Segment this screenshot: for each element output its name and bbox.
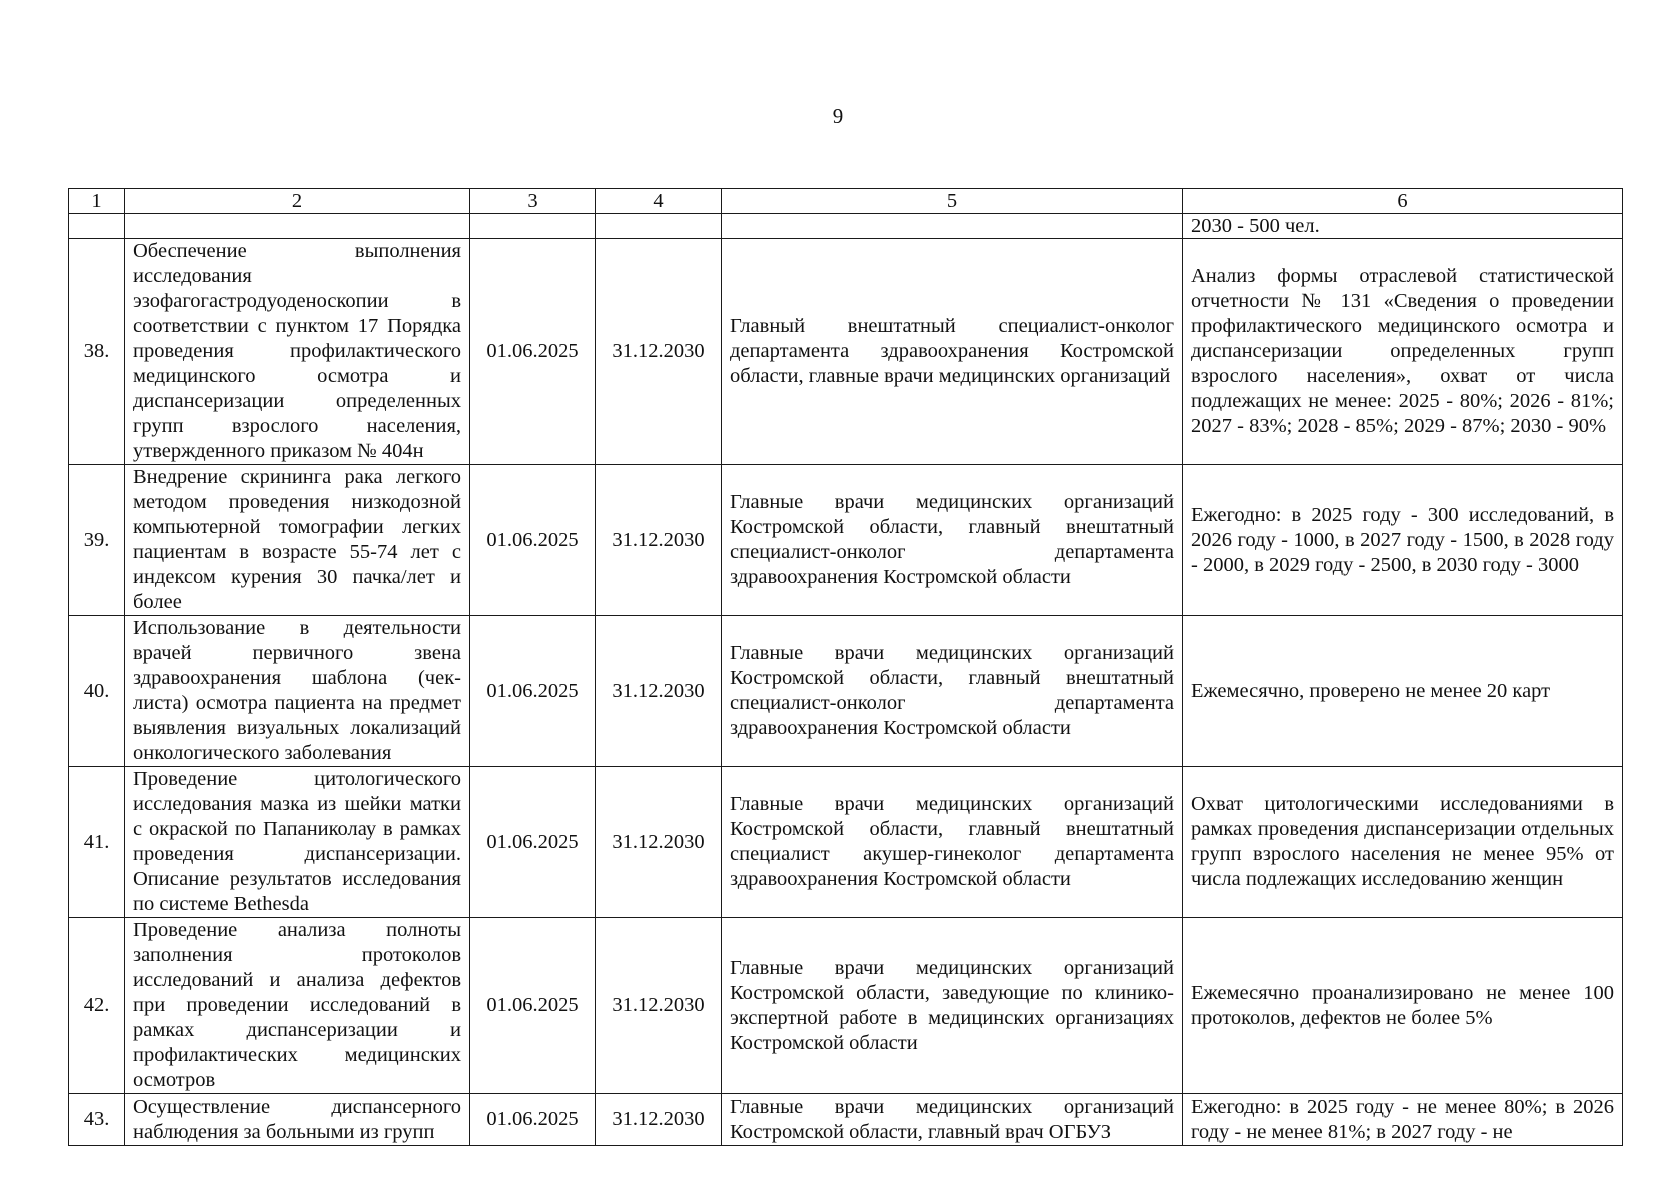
column-header-3: 3 bbox=[470, 189, 596, 214]
row-number: 40. bbox=[69, 616, 125, 767]
column-header-1: 1 bbox=[69, 189, 125, 214]
row-number: 38. bbox=[69, 239, 125, 465]
action-cell: Внедрение скрининга рака легкого методом проведения низкодозной компьютерной томографии легких пациентам в возрасте 55-74 лет с индексом курения 30 пачка/лет и более bbox=[125, 465, 470, 616]
column-header-4: 4 bbox=[596, 189, 722, 214]
responsible-cell: Главный внештатный специалист-онколог департамента здравоохранения Костромской области, главные врачи медицинских организаций bbox=[722, 239, 1183, 465]
end-date-cell: 31.12.2030 bbox=[596, 767, 722, 918]
start-date-cell: 01.06.2025 bbox=[470, 616, 596, 767]
end-date-cell: 31.12.2030 bbox=[596, 1094, 722, 1146]
measures-table bbox=[68, 188, 1623, 1146]
result-cell: Охват цитологическими исследованиями в рамках проведения диспансеризации отдельных групп взрослого населения не менее 95% от числа подлежащих исследованию женщин bbox=[1183, 767, 1623, 918]
continuation-cell-2 bbox=[125, 214, 470, 239]
column-header-5: 5 bbox=[722, 189, 1183, 214]
action-cell: Обеспечение выполнения исследования эзофагогастродуоденоскопии в соответствии с пунктом 17 Порядка проведения профилактического медицинского осмотра и диспансеризации определенных групп взрослого населения, утвержденного приказом № 404н bbox=[125, 239, 470, 465]
action-cell: Проведение анализа полноты заполнения протоколов исследований и анализа дефектов при проведении исследований в рамках диспансеризации и профилактических медицинских осмотров bbox=[125, 918, 470, 1094]
end-date-cell: 31.12.2030 bbox=[596, 465, 722, 616]
row-number: 41. bbox=[69, 767, 125, 918]
start-date-cell: 01.06.2025 bbox=[470, 239, 596, 465]
row-number: 42. bbox=[69, 918, 125, 1094]
table-row bbox=[69, 616, 1623, 767]
result-cell: Ежегодно: в 2025 году - не менее 80%; в 2026 году - не менее 81%; в 2027 году - не bbox=[1183, 1094, 1623, 1146]
continuation-cell-4 bbox=[596, 214, 722, 239]
end-date-cell: 31.12.2030 bbox=[596, 918, 722, 1094]
start-date-cell: 01.06.2025 bbox=[470, 918, 596, 1094]
page-number: 9 bbox=[832, 104, 844, 128]
responsible-cell: Главные врачи медицинских организаций Костромской области, главный врач ОГБУЗ bbox=[722, 1094, 1183, 1146]
column-header-6: 6 bbox=[1183, 189, 1623, 214]
continuation-cell-3 bbox=[470, 214, 596, 239]
table-row bbox=[69, 918, 1623, 1094]
row-number: 43. bbox=[69, 1094, 125, 1146]
table-row bbox=[69, 239, 1623, 465]
table-row bbox=[69, 767, 1623, 918]
responsible-cell: Главные врачи медицинских организаций Костромской области, главный внештатный специалист акушер-гинеколог департамента здравоохранения Костромской области bbox=[722, 767, 1183, 918]
end-date-cell: 31.12.2030 bbox=[596, 239, 722, 465]
table-continuation-row bbox=[69, 214, 1623, 239]
result-cell: Ежемесячно, проверено не менее 20 карт bbox=[1183, 616, 1623, 767]
action-cell: Проведение цитологического исследования мазка из шейки матки с окраской по Папаниколау в рамках проведения диспансеризации. Описание результатов исследования по системе Bethesda bbox=[125, 767, 470, 918]
result-cell: Ежегодно: в 2025 году - 300 исследований, в 2026 году - 1000, в 2027 году - 1500, в 2028 году - 2000, в 2029 году - 2500, в 2030 году - 3000 bbox=[1183, 465, 1623, 616]
start-date-cell: 01.06.2025 bbox=[470, 465, 596, 616]
start-date-cell: 01.06.2025 bbox=[470, 1094, 596, 1146]
continuation-cell-1 bbox=[69, 214, 125, 239]
action-cell: Использование в деятельности врачей первичного звена здравоохранения шаблона (чек-листа) осмотра пациента на предмет выявления визуальных локализаций онкологического заболевания bbox=[125, 616, 470, 767]
responsible-cell: Главные врачи медицинских организаций Костромской области, заведующие по клинико-экспертной работе в медицинских организациях Костромской области bbox=[722, 918, 1183, 1094]
result-cell: Ежемесячно проанализировано не менее 100 протоколов, дефектов не более 5% bbox=[1183, 918, 1623, 1094]
table-header-row bbox=[69, 189, 1623, 214]
responsible-cell: Главные врачи медицинских организаций Костромской области, главный внештатный специалист-онколог департамента здравоохранения Костромской области bbox=[722, 616, 1183, 767]
table-row bbox=[69, 1094, 1623, 1146]
column-header-2: 2 bbox=[125, 189, 470, 214]
row-number: 39. bbox=[69, 465, 125, 616]
action-cell: Осуществление диспансерного наблюдения за больными из групп bbox=[125, 1094, 470, 1146]
continuation-result-cell: 2030 - 500 чел. bbox=[1183, 214, 1623, 239]
end-date-cell: 31.12.2030 bbox=[596, 616, 722, 767]
continuation-cell-5 bbox=[722, 214, 1183, 239]
result-cell: Анализ формы отраслевой статистической отчетности № 131 «Сведения о проведении профилактического медицинского осмотра и диспансеризации определенных групп взрослого населения», охват от числа подлежащих не менее: 2025 - 80%; 2026 - 81%; 2027 - 83%; 2028 - 85%; 2029 - 87%; 2030 - 90% bbox=[1183, 239, 1623, 465]
start-date-cell: 01.06.2025 bbox=[470, 767, 596, 918]
responsible-cell: Главные врачи медицинских организаций Костромской области, главный внештатный специалист-онколог департамента здравоохранения Костромской области bbox=[722, 465, 1183, 616]
table-row bbox=[69, 465, 1623, 616]
